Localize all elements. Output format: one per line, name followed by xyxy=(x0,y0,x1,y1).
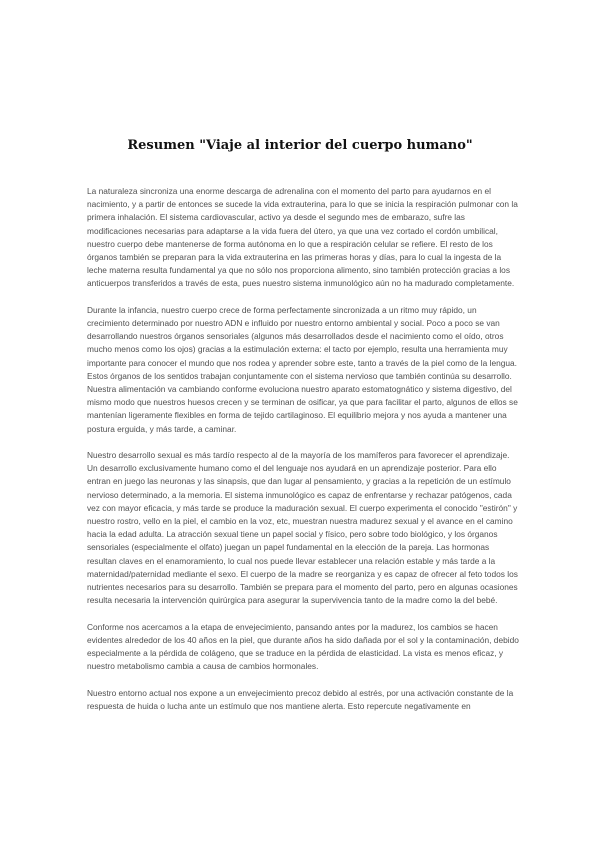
paragraph-childhood: Durante la infancia, nuestro cuerpo crece de forma perfectamente sincronizada a un ritmo muy rápido, un crecimiento determinado por nuestro ADN e influido por nuestro entorno ambiental y social. Poco a poco se van desarrollando nuestros órganos sensoriales (algunos más desarrollados desde el nacimiento como el oído, otros mucho menos como los ojos) gracias a la estimulación externa: el tacto por ejemplo, resulta una herramienta muy importante para conocer el mundo que nos rodea y aprender sobre este, tanto a través de la piel como de la lengua. Estos órganos de los sentidos trabajan conjuntamente con el sistema nervioso que también continúa su desarrollo. Nuestra alimentación va cambiando conforme evoluciona nuestro aparato estomatognático y sistema digestivo, del mismo modo que nuestros huesos crecen y se terminan de osificar, ya que para facilitar el parto, algunos de ellos se mantenían ligeramente flexibles en forma de tejido cartilaginoso. El equilibrio mejora y nos ayuda a mantener una postura erguida, y más tarde, a caminar. xyxy=(87,304,518,434)
page-title: Resumen "Viaje al interior del cuerpo humano" xyxy=(127,138,473,153)
document-body xyxy=(87,185,519,726)
paragraph-aging: Conforme nos acercamos a la etapa de envejecimiento, pansando antes por la madurez, los cambios se hacen evidentes alrededor de los 40 años en la piel, que durante años ha sido dañada por el sol y la contaminación, debido especialmente a la pérdida de colágeno, que se traduce en la pérdida de elasticidad. La vista es menos eficaz, y nuestro metabolismo cambia a causa de cambios hormonales. xyxy=(87,621,519,672)
paragraph-environment: Nuestro entorno actual nos expone a un envejecimiento precoz debido al estrés, por una activación constante de la respuesta de huida o lucha ante un estímulo que nos mantiene alerta. Esto repercute negativamente en xyxy=(87,687,514,711)
paragraph-sexual-development: Nuestro desarrollo sexual es más tardío respecto al de la mayoría de los mamíferos para favorecer el aprendizaje. Un desarrollo exclusivamente humano como el del lenguaje nos ayudará en un aprendizaje posterior. Para ello entran en juego las neuronas y las sinapsis, que dan lugar al pensamiento, y gracias a la repetición de un estímulo nervioso determinado, a la memoria. El sistema inmunológico es capaz de enfrentarse y rechazar patógenos, cada vez con mayor eficacia, y más tarde se produce la maduración sexual. El cuerpo experimenta el conocido "estirón" y nuestro rostro, vello en la piel, el cambio en la voz, etc, muestran nuestra madurez sexual y el avance en el camino hacia la edad adulta. La atracción sexual tiene un papel social y físico, pero sobre todo biológico, y los órganos sensoriales (especialmente el olfato) juegan un papel fundamental en la elección de la pareja. Las hormonas resultan claves en el enamoramiento, lo cual nos puede llevar establecer una relación estable y más tarde a la maternidad/paternidad mediante el sexo. El cuerpo de la madre se reorganiza y es capaz de ofrecer al feto todos los nutrientes necesarios para su desarrollo. También se prepara para el momento del parto, pero en algunas ocasiones resulta necesaria la intervención quirúrgica para asegurar la supervivencia tanto de la madre como la del bebé. xyxy=(87,450,518,606)
paragraph-birth: La naturaleza sincroniza una enorme descarga de adrenalina con el momento del parto para ayudarnos en el nacimiento, y a partir de entonces se sucede la vida extrauterina, para lo que se inicia la respiración pulmonar con la primera inhalación. El sistema cardiovascular, activo ya desde el segundo mes de embarazo, sufre las modificaciones necesarias para adaptarse a la vida fuera del útero, ya que una vez cortado el cordón umbilical, nuestro cuerpo debe mantenerse de forma autónoma en lo que a respiración celular se refiere. El resto de los órganos también se preparan para la vida extrauterina en las primeras horas y días, para lo cual la ingesta de la leche materna resulta fundamental ya que no sólo nos proporciona alimento, sino también protección gracias a los anticuerpos transferidos a través de esta, pues nuestro sistema inmunológico aún no ha madurado completamente. xyxy=(87,186,518,289)
